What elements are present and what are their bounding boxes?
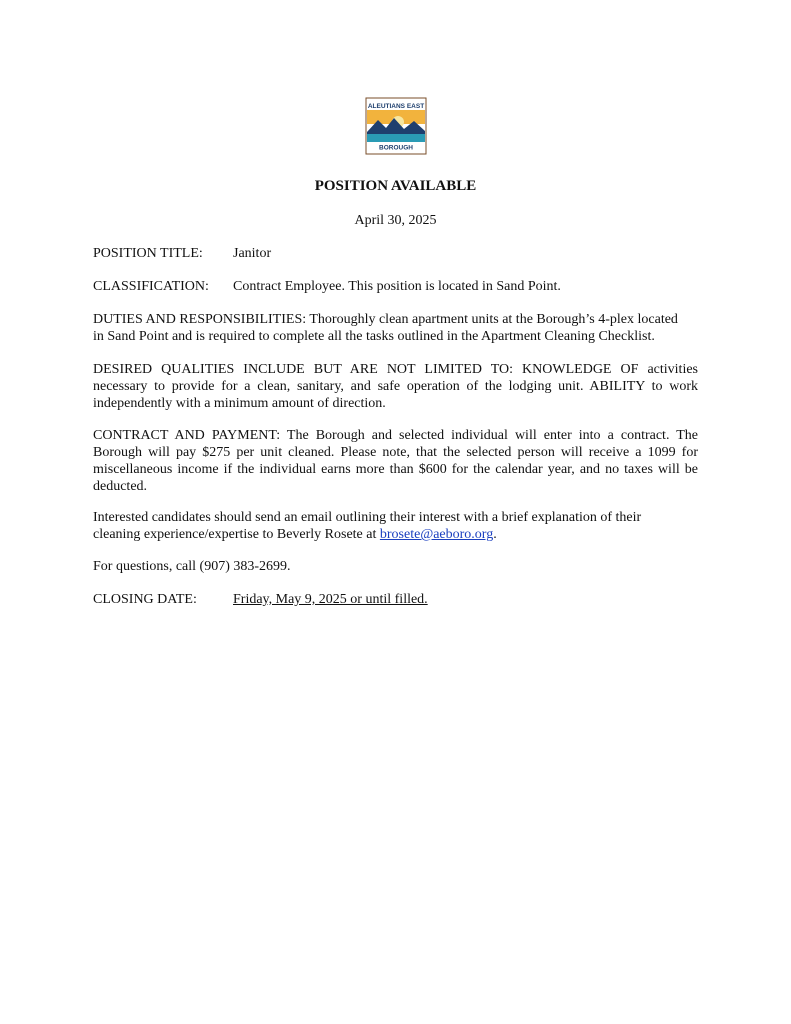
classification-row xyxy=(93,278,561,295)
qualities-paragraph: DESIRED QUALITIES INCLUDE BUT ARE NOT LIMITED TO: KNOWLEDGE OF activities necessary to provide for a clean, sanitary, and safe operation of the lodging unit. ABILITY to work independently with a minimum amount of direction. xyxy=(93,362,698,411)
classification-label: CLASSIFICATION: xyxy=(93,279,209,294)
logo-top-text: ALEUTIANS EAST xyxy=(367,103,425,110)
duties-line-2: in Sand Point and is required to complete all the tasks outlined in the Apartment Cleaning Checklist. xyxy=(93,329,655,344)
contact-email-link[interactable]: brosete@aeboro.org xyxy=(379,527,494,542)
posting-date: April 30, 2025 xyxy=(354,213,437,228)
classification-value: Contract Employee. This position is located in Sand Point. xyxy=(233,279,561,294)
contract-paragraph: CONTRACT AND PAYMENT: The Borough and selected individual will enter into a contract. The Borough will pay $275 per unit cleaned. Please note, that the selected person will receive a 1099 for miscellaneous income if the individual earns more than $600 for the calendar year, and no taxes will be deducted. xyxy=(93,428,698,494)
position-title-row xyxy=(93,245,271,262)
duties-paragraph xyxy=(93,311,713,345)
interested-line-1: Interested candidates should send an email outlining their interest with a brief explanation of their xyxy=(93,510,642,525)
borough-logo xyxy=(364,96,428,156)
questions-line: For questions, call (907) 383-2699. xyxy=(93,559,291,574)
closing-date-value: Friday, May 9, 2025 or until filled. xyxy=(233,592,428,607)
duties-line-1: DUTIES AND RESPONSIBILITIES: Thoroughly clean apartment units at the Borough’s 4-plex located xyxy=(93,312,678,327)
interested-paragraph xyxy=(93,509,713,543)
interested-line-2 xyxy=(93,526,713,543)
position-title-value: Janitor xyxy=(233,246,272,261)
closing-date-label: CLOSING DATE: xyxy=(93,592,197,607)
interested-line-2-prefix: cleaning experience/expertise to Beverly Rosete at xyxy=(93,527,380,542)
page-title: POSITION AVAILABLE xyxy=(314,178,477,194)
interested-line-2-suffix: . xyxy=(493,527,497,542)
logo-bottom-text: BOROUGH xyxy=(379,144,413,152)
position-title-label: POSITION TITLE: xyxy=(93,246,203,261)
closing-date-row xyxy=(93,591,428,608)
